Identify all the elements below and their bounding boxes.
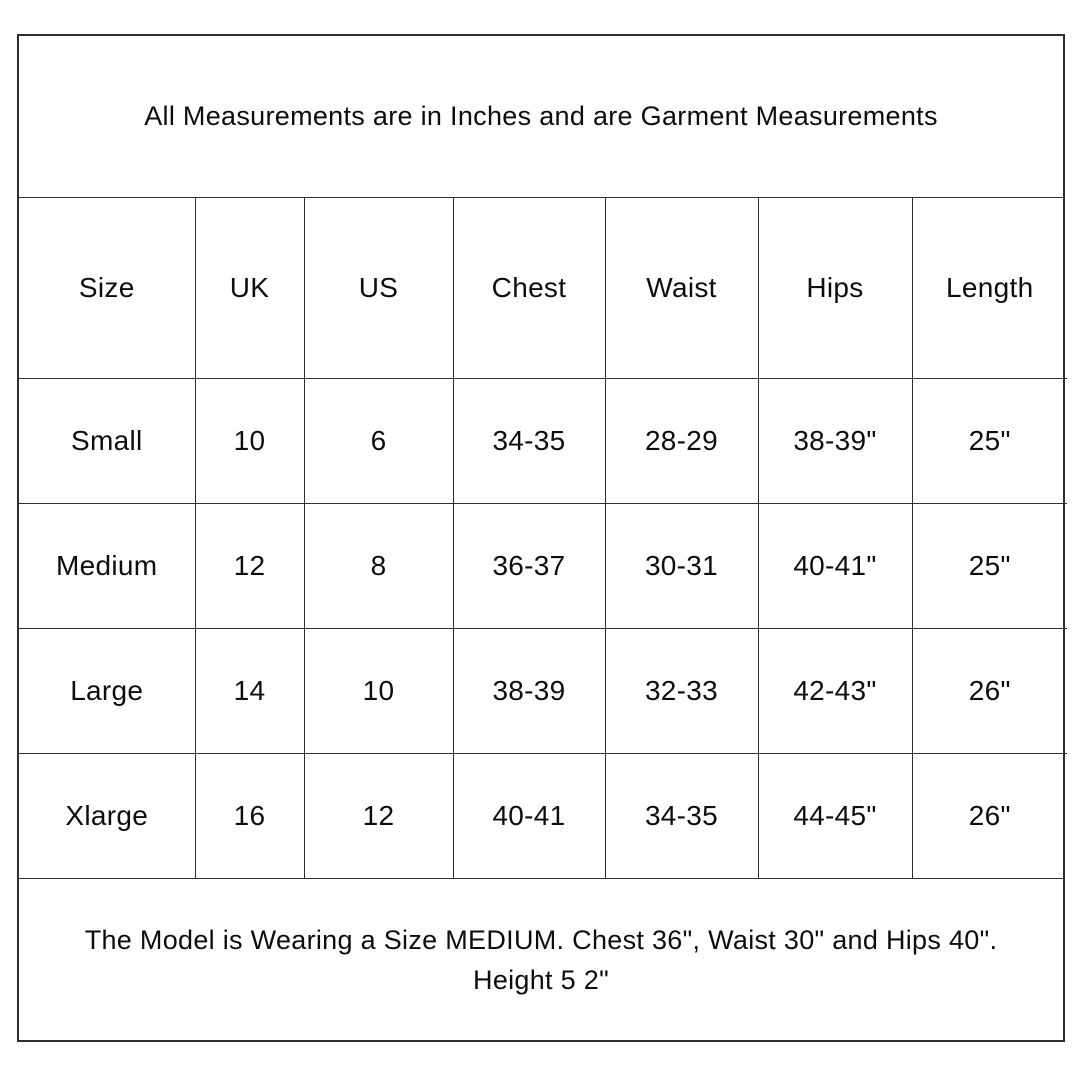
table-header-row	[19, 198, 1067, 378]
cell-hips: 42-43"	[758, 628, 912, 753]
header-cell-size: Size	[19, 198, 195, 378]
cell-chest: 34-35	[453, 378, 605, 503]
header-cell-us: US	[304, 198, 453, 378]
cell-waist: 32-33	[605, 628, 758, 753]
header-cell-length: Length	[912, 198, 1067, 378]
cell-hips: 44-45"	[758, 753, 912, 878]
cell-us: 10	[304, 628, 453, 753]
cell-length: 25"	[912, 378, 1067, 503]
cell-length: 26"	[912, 628, 1067, 753]
cell-size: Large	[19, 628, 195, 753]
table-row-large	[19, 628, 1067, 753]
cell-uk: 14	[195, 628, 304, 753]
cell-size: Medium	[19, 503, 195, 628]
cell-uk: 12	[195, 503, 304, 628]
header-cell-uk: UK	[195, 198, 304, 378]
cell-chest: 38-39	[453, 628, 605, 753]
cell-waist: 34-35	[605, 753, 758, 878]
cell-hips: 38-39"	[758, 378, 912, 503]
cell-size: Xlarge	[19, 753, 195, 878]
header-cell-hips: Hips	[758, 198, 912, 378]
cell-uk: 10	[195, 378, 304, 503]
cell-us: 8	[304, 503, 453, 628]
model-note-line1: The Model is Wearing a Size MEDIUM. Chest 36", Waist 30" and Hips 40".	[84, 924, 998, 955]
model-note-line2: Height 5 2"	[473, 964, 609, 995]
header-cell-chest: Chest	[453, 198, 605, 378]
cell-waist: 28-29	[605, 378, 758, 503]
cell-us: 12	[304, 753, 453, 878]
chart-title: All Measurements are in Inches and are Garment Measurements	[19, 36, 1063, 198]
size-chart-frame	[17, 34, 1065, 1042]
cell-us: 6	[304, 378, 453, 503]
cell-waist: 30-31	[605, 503, 758, 628]
table-row-medium	[19, 503, 1067, 628]
size-table	[19, 198, 1067, 878]
table-row-xlarge	[19, 753, 1067, 878]
cell-length: 26"	[912, 753, 1067, 878]
cell-chest: 36-37	[453, 503, 605, 628]
cell-size: Small	[19, 378, 195, 503]
cell-uk: 16	[195, 753, 304, 878]
table-row-small	[19, 378, 1067, 503]
cell-chest: 40-41	[453, 753, 605, 878]
cell-hips: 40-41"	[758, 503, 912, 628]
model-note	[19, 878, 1063, 1040]
header-cell-waist: Waist	[605, 198, 758, 378]
cell-length: 25"	[912, 503, 1067, 628]
